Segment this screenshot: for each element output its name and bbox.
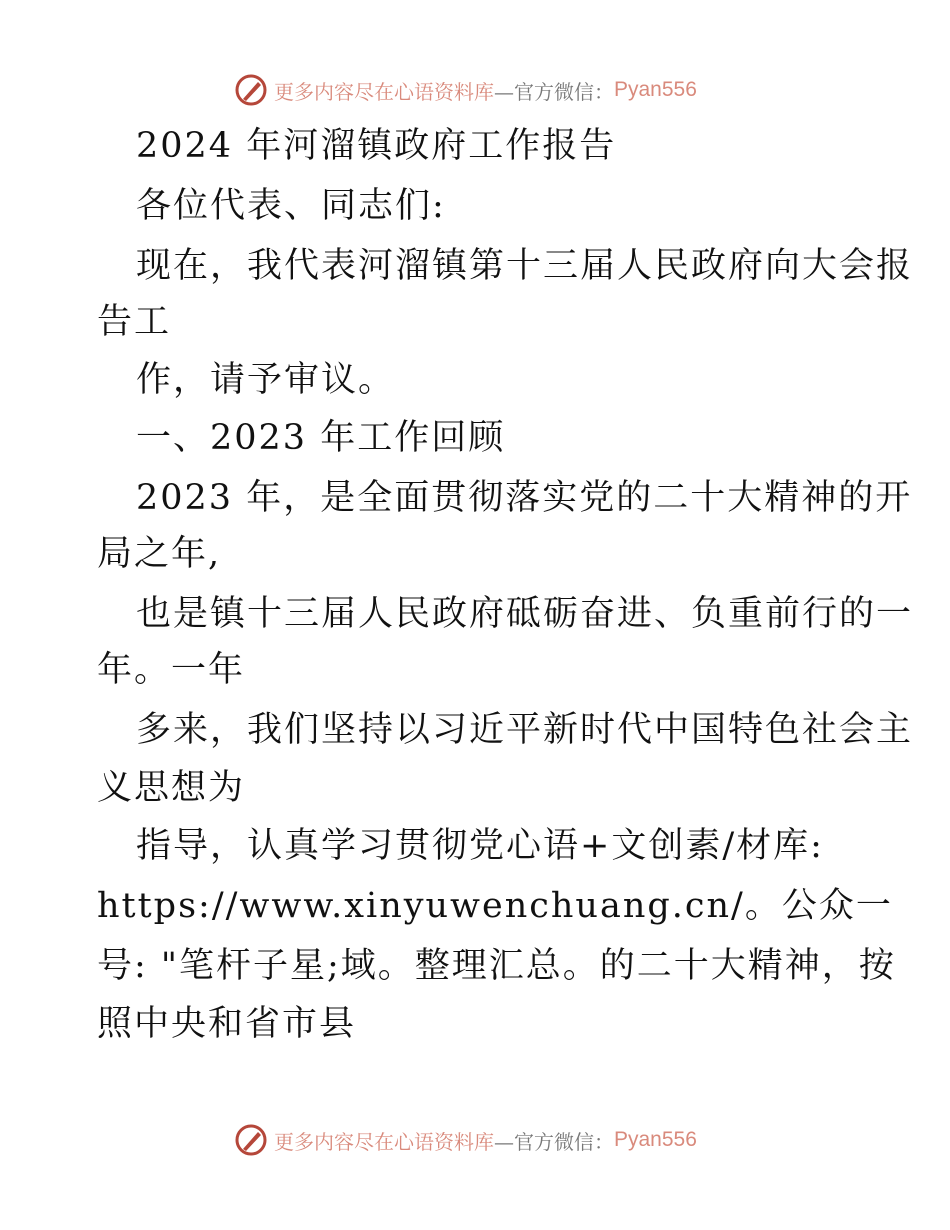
paragraph-line: 告工 xyxy=(97,302,172,342)
paragraph-line: 多来，我们坚持以习近平新时代中国特色社会主 xyxy=(136,710,914,750)
pen-logo-icon xyxy=(234,73,268,107)
paragraph-line: 局之年, xyxy=(97,534,222,574)
paragraph-line: 现在，我代表河溜镇第十三届人民政府向大会报 xyxy=(136,246,914,286)
banner-wechat-id: Pyan556 xyxy=(614,1128,697,1151)
paragraph-line: 照中央和省市县 xyxy=(97,1004,357,1044)
banner-text: 更多内容尽在心语资料库 xyxy=(274,79,494,104)
banner-text: 更多内容尽在心语资料库 xyxy=(274,1129,494,1154)
banner-separator: —官方微信： xyxy=(494,1129,614,1154)
banner-separator: —官方微信： xyxy=(494,79,614,104)
pen-logo-icon xyxy=(234,1123,268,1157)
paragraph-line: 指导，认真学习贯彻党心语+文创素/材库: xyxy=(136,826,824,866)
paragraph-line: 作，请予审议。 xyxy=(136,360,396,400)
banner-wechat-id: Pyan556 xyxy=(614,78,697,101)
salutation: 各位代表、同志们: xyxy=(136,186,446,226)
document-title: 2024 年河溜镇政府工作报告 xyxy=(136,126,617,166)
footer-watermark-banner xyxy=(234,1120,697,1160)
header-watermark-banner xyxy=(234,70,697,110)
paragraph-line-url: https://www.xinyuwenchuang.cn/。公众一 xyxy=(97,886,893,926)
paragraph-line: 义思想为 xyxy=(97,768,246,808)
paragraph-line: 号: "笔杆子星;域。整理汇总。的二十大精神，按 xyxy=(97,946,896,986)
section-heading: 一、2023 年工作回顾 xyxy=(136,418,506,458)
paragraph-line: 也是镇十三届人民政府砥砺奋进、负重前行的一 xyxy=(136,594,914,634)
paragraph-line: 年。一年 xyxy=(97,650,246,690)
paragraph-line: 2023 年，是全面贯彻落实党的二十大精神的开 xyxy=(136,478,913,518)
